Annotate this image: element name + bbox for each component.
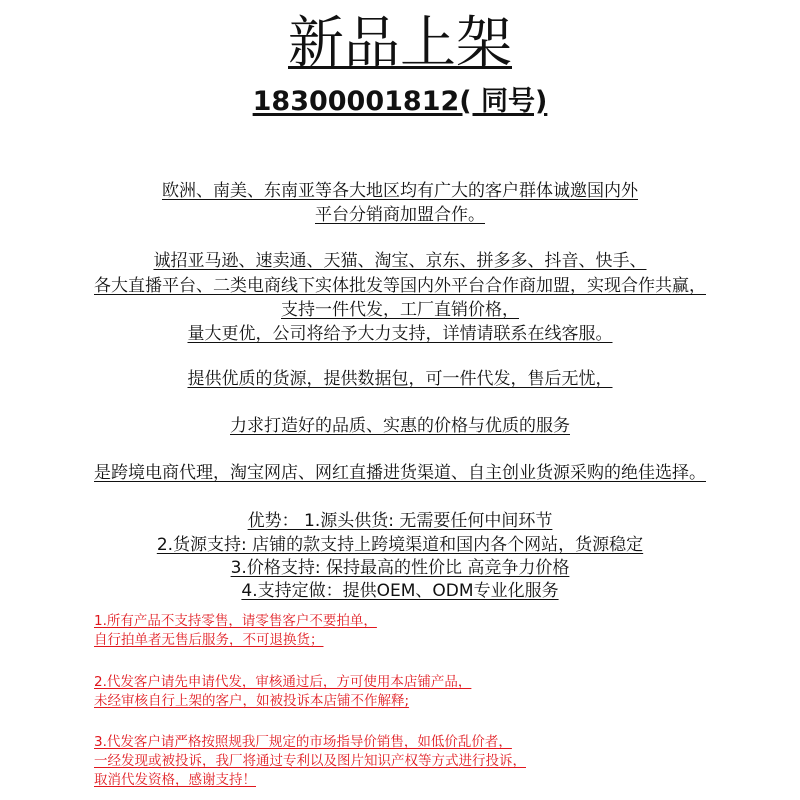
recruit-line-2: 各大直播平台、二类电商线下实体批发等国内外平台合作商加盟，实现合作共赢， — [94, 276, 706, 296]
advantage-2: 2.货源支持: 店铺的款支持上跨境渠道和国内各个网站，货源稳定 — [156, 535, 644, 555]
notice-3-line-3: 取消代发资格，感谢支持！ — [94, 772, 256, 788]
intro-line-2: 平台分销商加盟合作。 — [315, 205, 485, 225]
advantage-3: 3.价格支持: 保持最高的性价比 高竞争力价格 — [230, 558, 570, 578]
notice-3-line-2: 一经发现或被投诉，我厂将通过专利以及图片知识产权等方式进行投诉， — [94, 753, 526, 769]
notice-2-line-2: 未经审核自行上架的客户，如被投诉本店铺不作解释; — [94, 693, 410, 709]
notice-1-line-2: 自行拍单者无售后服务，不可退换货； — [94, 632, 324, 648]
choice-line: 是跨境电商代理，淘宝网店、网红直播进货渠道、自主创业货源采购的绝佳选择。 — [94, 463, 706, 483]
page-title: 新品上架 — [288, 11, 512, 76]
recruit-line-4: 量大更优，公司将给予大力支持，详情请联系在线客服。 — [187, 324, 613, 344]
notice-1-line-1: 1.所有产品不支持零售，请零售客户不要拍单， — [94, 613, 377, 629]
offer-line: 提供优质的货源，提供数据包，可一件代发，售后无忧， — [187, 369, 613, 389]
goal-line: 力求打造好的品质、实惠的价格与优质的服务 — [230, 416, 570, 436]
recruit-line-3: 支持一件代发，工厂直销价格， — [281, 300, 519, 320]
phone-number: 18300001812( 同号) — [252, 86, 548, 117]
notice-2-line-1: 2.代发客户请先申请代发，审核通过后，方可使用本店铺产品， — [94, 674, 472, 690]
advantage-1: 优势： 1.源头供货: 无需要任何中间环节 — [247, 511, 553, 531]
recruit-line-1: 诚招亚马逊、速卖通、天猫、淘宝、京东、拼多多、抖音、快手、 — [153, 251, 647, 271]
notice-3-line-1: 3.代发客户请严格按照规我厂规定的市场指导价销售，如低价乱价者， — [94, 734, 512, 750]
intro-line-1: 欧洲、南美、东南亚等各大地区均有广大的客户群体诚邀国内外 — [162, 181, 638, 201]
advantage-4: 4.支持定做：提供OEM、ODM专业化服务 — [241, 581, 559, 601]
